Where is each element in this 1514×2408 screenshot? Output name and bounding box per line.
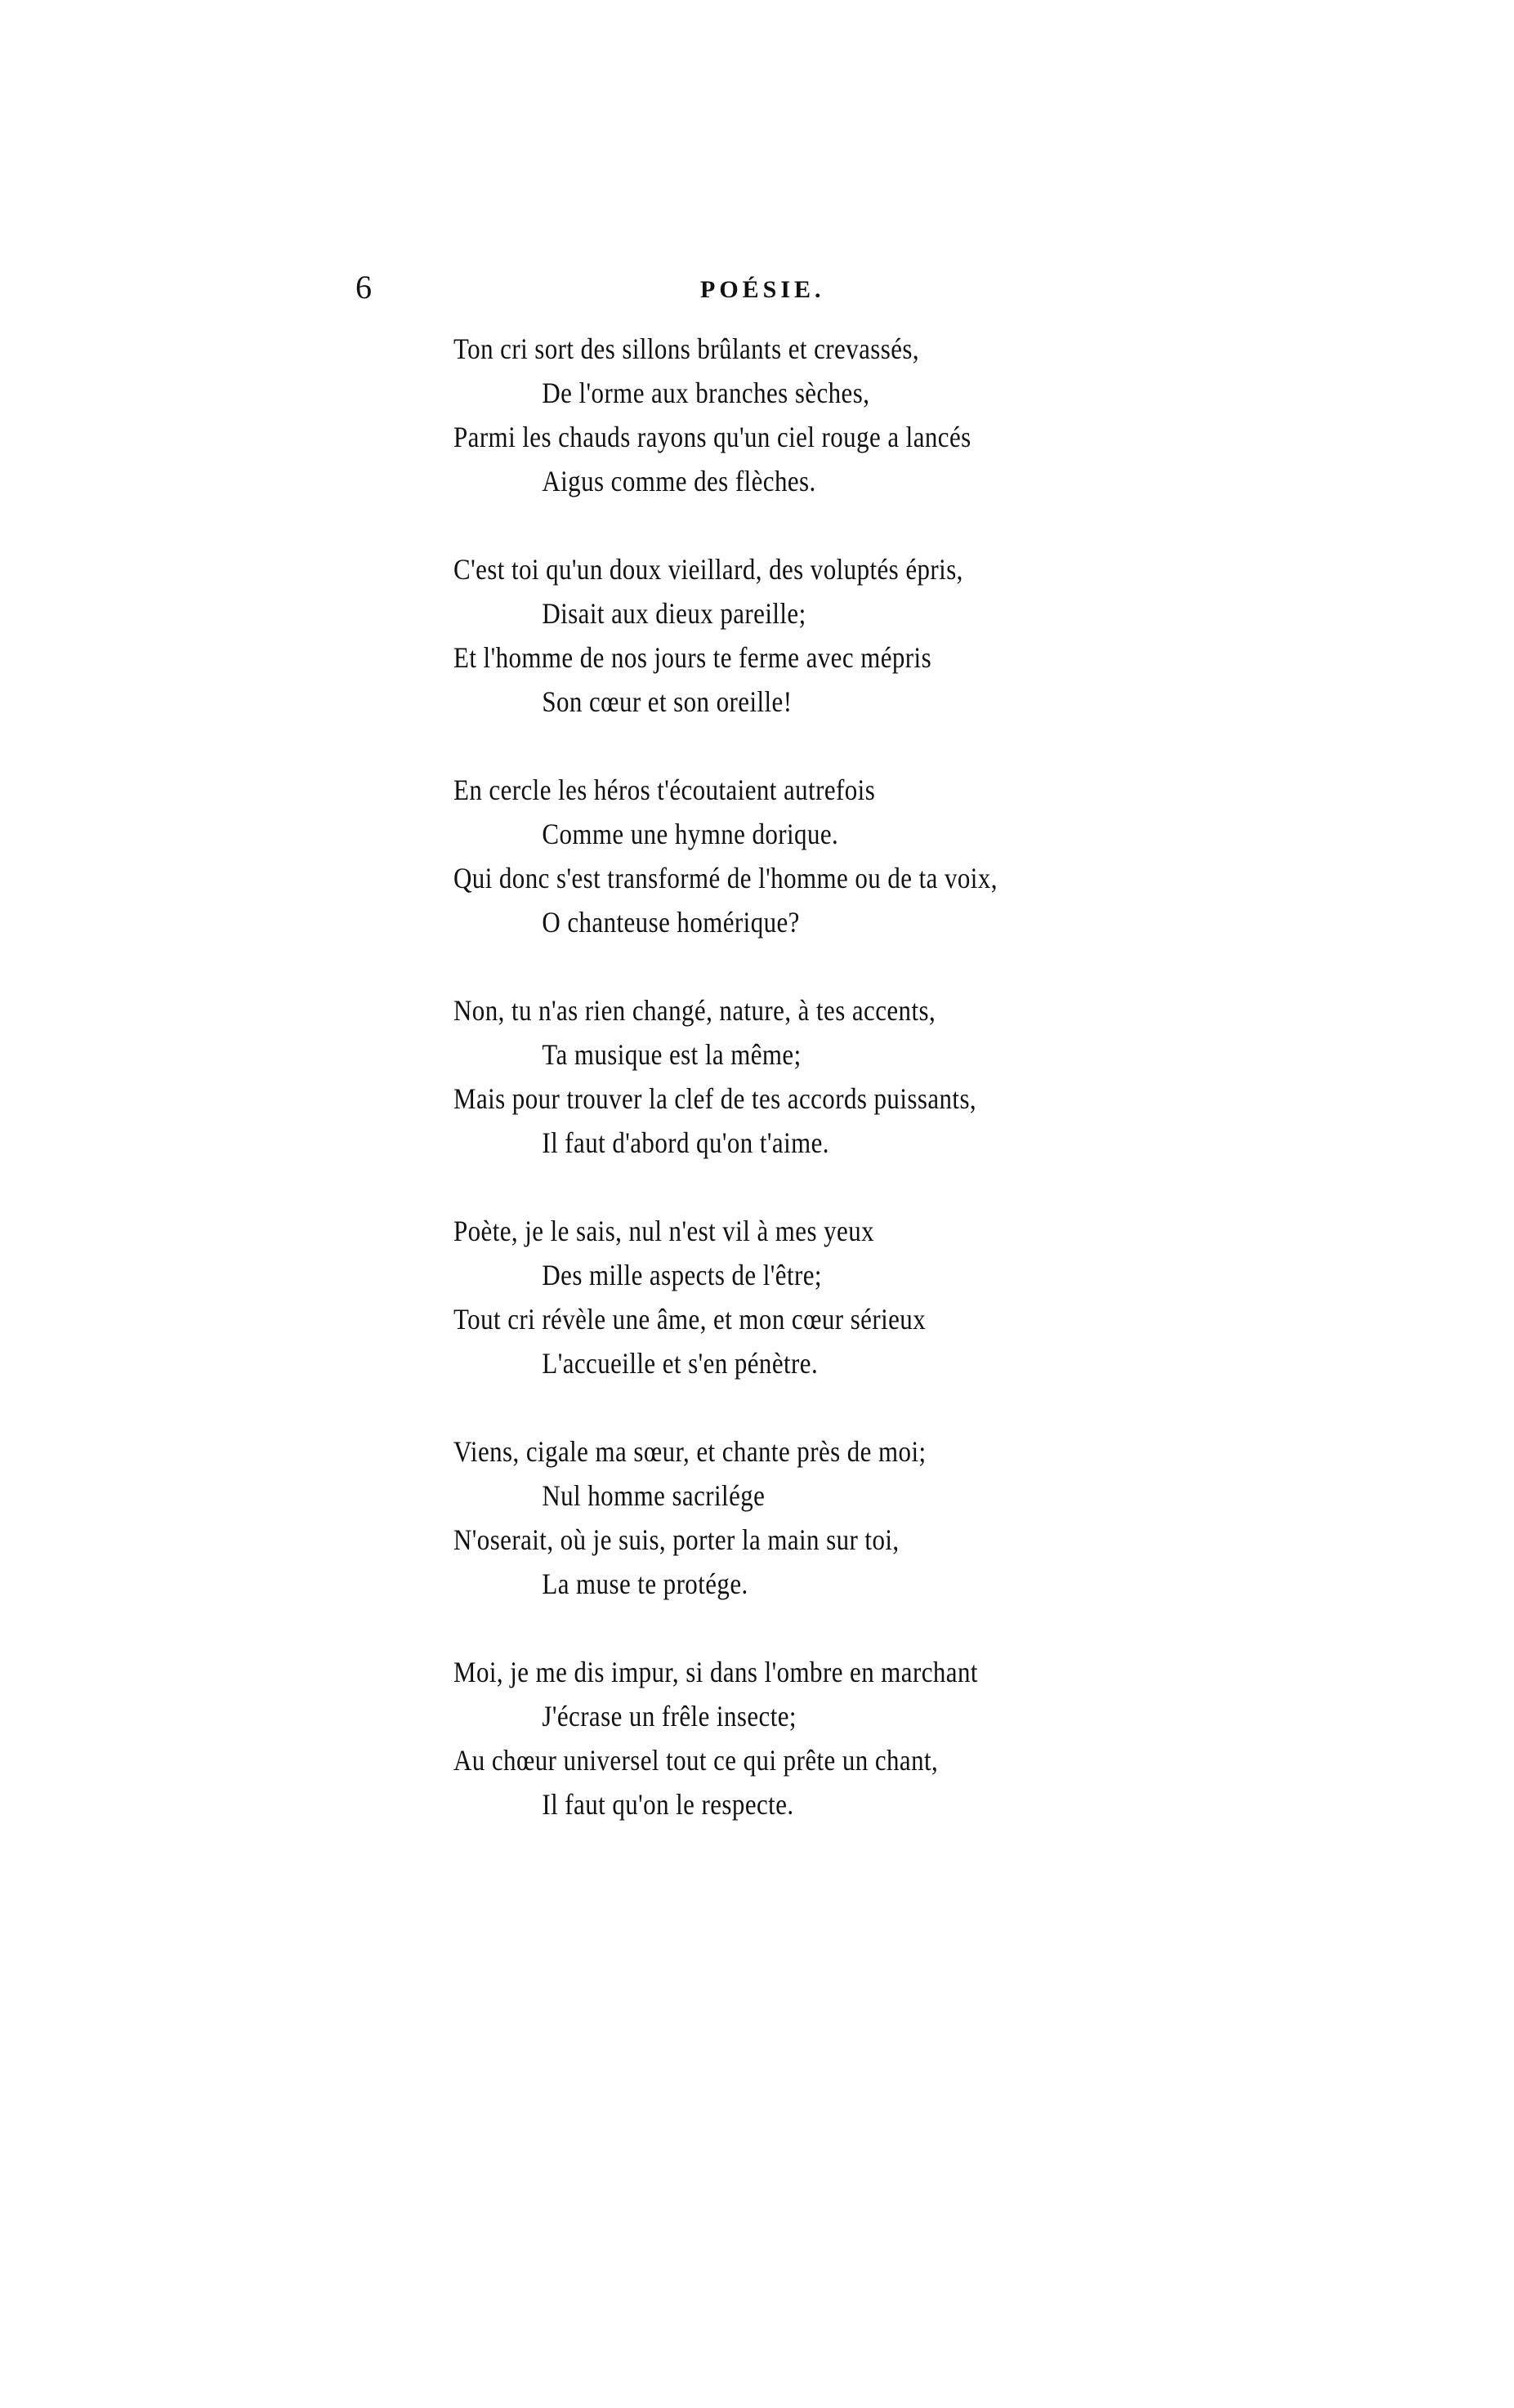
verse-line-indented: Il faut qu'on le respecte. (542, 1788, 794, 1821)
verse-line-indented: Ta musique est la même; (542, 1038, 802, 1071)
verse-line: En cercle les héros t'écoutaient autrefois (453, 774, 876, 806)
running-head: POÉSIE. (700, 276, 825, 303)
page-number: 6 (355, 269, 372, 305)
verse-line: N'oserait, où je suis, porter la main sur toi, (453, 1523, 900, 1556)
verse-line: C'est toi qu'un doux vieillard, des voluptés épris, (453, 553, 963, 586)
verse-line: Moi, je me dis impur, si dans l'ombre en marchant (453, 1656, 978, 1688)
stanza-2 (453, 547, 1271, 724)
verse-line-indented: Nul homme sacrilége (542, 1479, 766, 1512)
verse-line: Parmi les chauds rayons qu'un ciel rouge a lancés (453, 421, 971, 453)
verse-line: Ton cri sort des sillons brûlants et crevassés, (453, 332, 920, 365)
verse-line-indented: La muse te protége. (542, 1567, 748, 1600)
stanza-3 (453, 768, 1271, 944)
verse-line: Mais pour trouver la clef de tes accords puissants, (453, 1082, 977, 1115)
verse-line: Non, tu n'as rien changé, nature, à tes accents, (453, 994, 936, 1027)
stanza-4 (453, 988, 1271, 1165)
verse-line-indented: J'écrase un frêle insecte; (542, 1700, 797, 1732)
verse-line: Et l'homme de nos jours te ferme avec mépris (453, 641, 932, 674)
verse-line: Viens, cigale ma sœur, et chante près de moi; (453, 1435, 927, 1468)
verse-line-indented: De l'orme aux branches sèches, (542, 377, 870, 409)
verse-line: Qui donc s'est transformé de l'homme ou de ta voix, (453, 862, 998, 894)
verse-line: Poète, je le sais, nul n'est vil à mes yeux (453, 1215, 875, 1247)
verse-line-indented: Des mille aspects de l'être; (542, 1259, 822, 1291)
stanza-6 (453, 1429, 1271, 1606)
verse-line-indented: Il faut d'abord qu'on t'aime. (542, 1126, 829, 1159)
stanza-5 (453, 1209, 1271, 1385)
verse-line: Au chœur universel tout ce qui prête un chant, (453, 1744, 939, 1777)
verse-line-indented: Son cœur et son oreille! (542, 685, 793, 718)
verse-line: Tout cri révèle une âme, et mon cœur sérieux (453, 1303, 927, 1336)
verse-line-indented: Comme une hymne dorique. (542, 818, 839, 850)
verse-line-indented: Aigus comme des flèches. (542, 465, 816, 497)
stanza-7 (453, 1650, 1271, 1826)
stanza-1 (453, 327, 1271, 503)
verse-line-indented: L'accueille et s'en pénètre. (542, 1347, 819, 1380)
verse-line-indented: O chanteuse homérique? (542, 906, 800, 939)
verse-line-indented: Disait aux dieux pareille; (542, 597, 806, 630)
poem (453, 327, 1271, 1871)
